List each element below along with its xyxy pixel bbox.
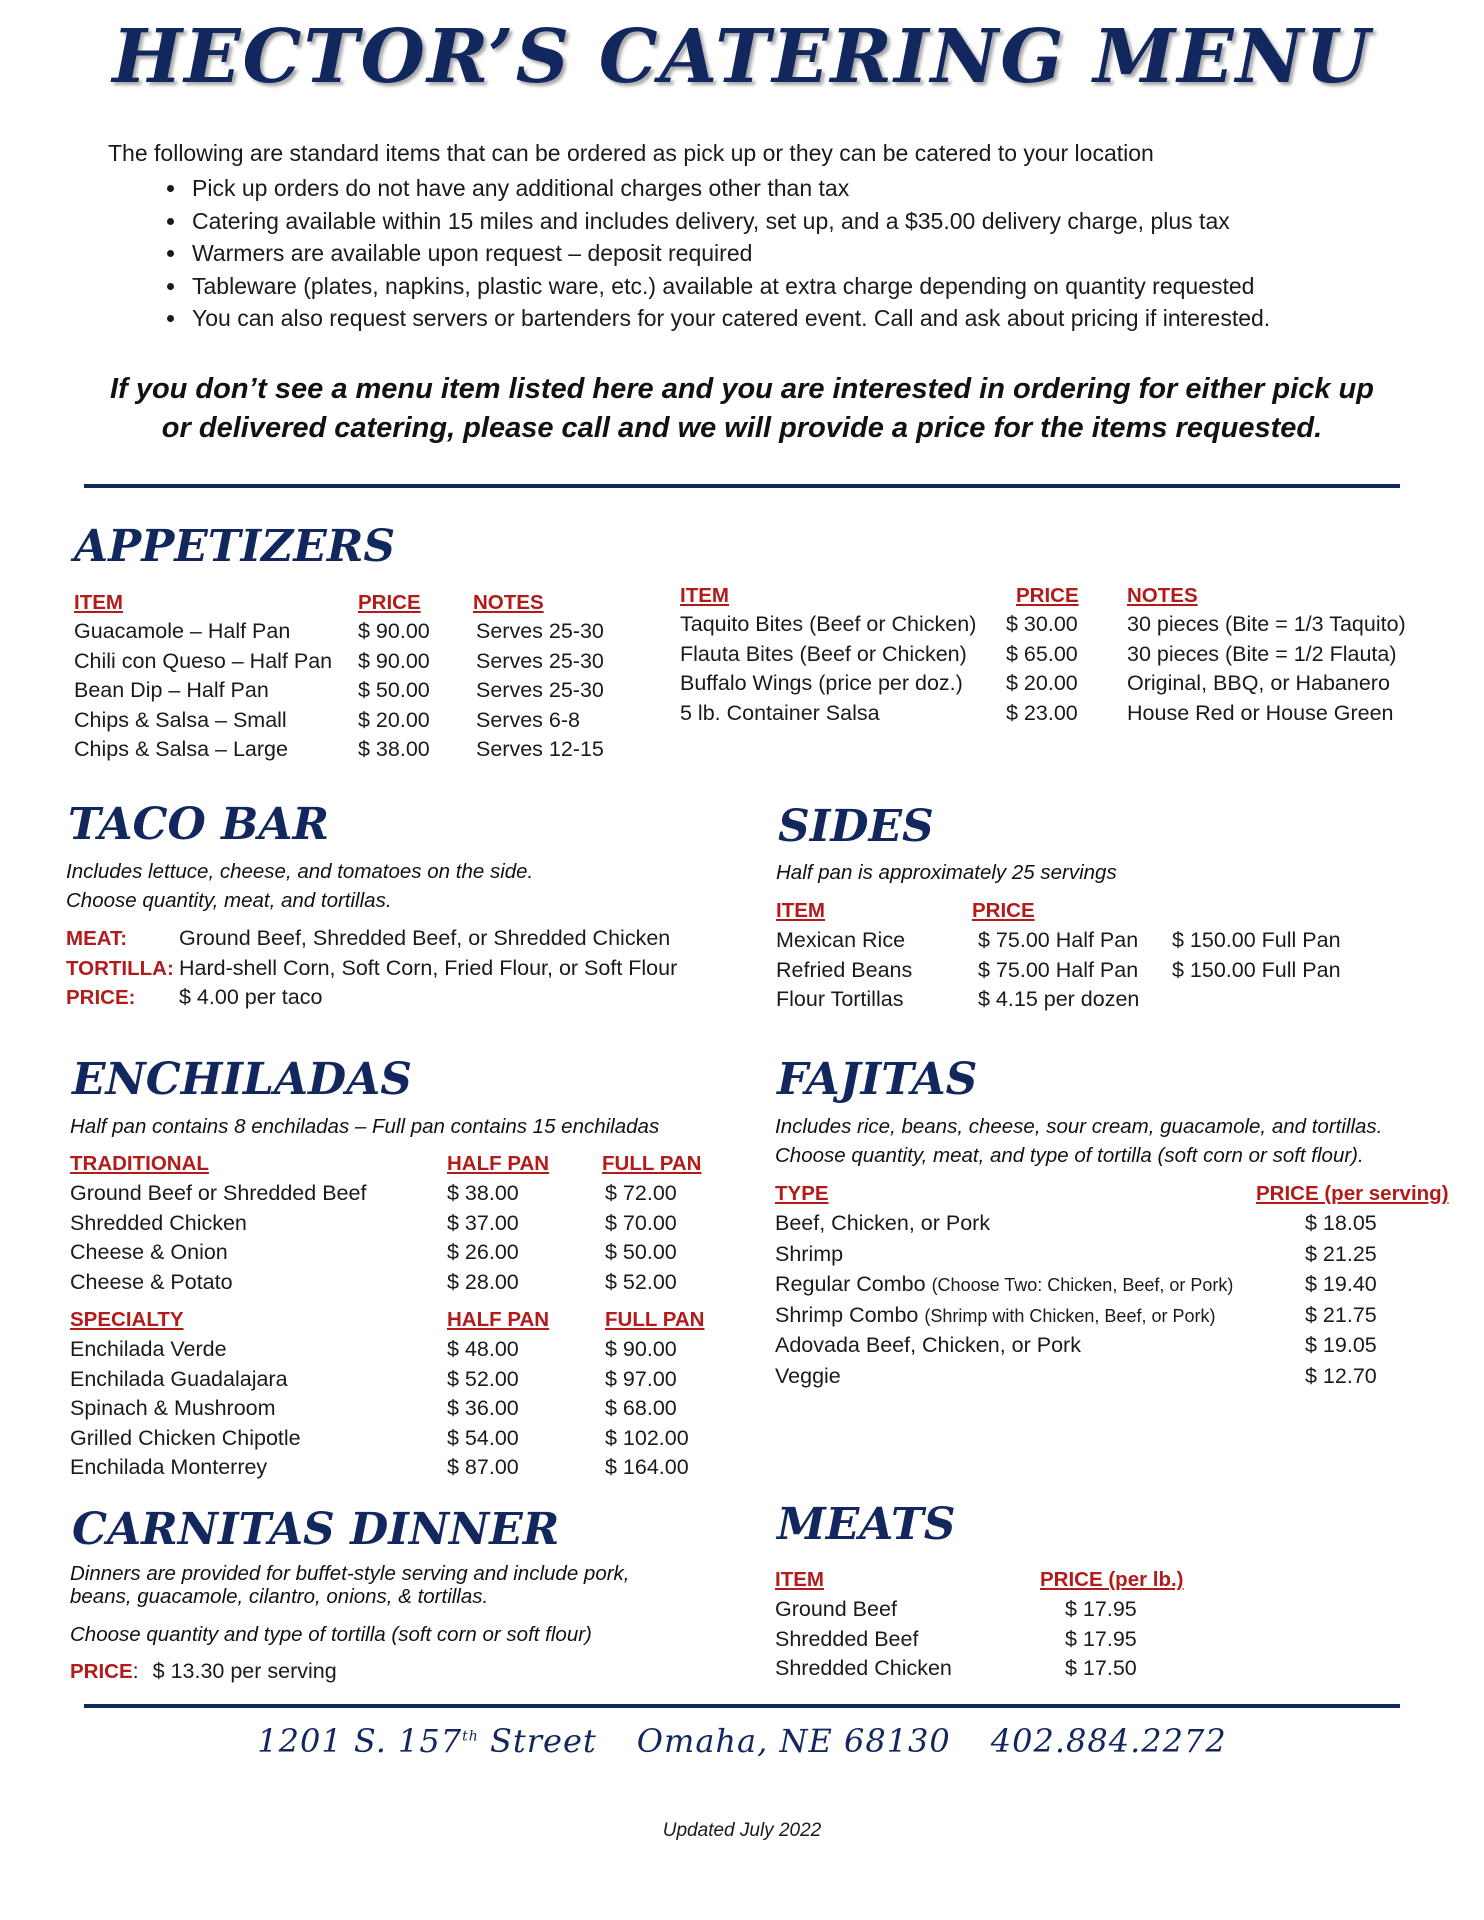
- table-row: Grilled Chicken Chipotle $ 54.00 $ 102.00: [70, 1425, 689, 1450]
- sides-sub: Half pan is approximately 25 servings: [776, 861, 1117, 884]
- table-row: Chips & Salsa – Small $ 20.00 Serves 6-8: [74, 707, 580, 732]
- table-row: Ground Beef or Shredded Beef $ 38.00 $ 72.00: [70, 1181, 677, 1205]
- taco-bar-sub1: Includes lettuce, cheese, and tomatoes on the side.: [66, 860, 534, 883]
- enchiladas-col-full: FULL PAN: [602, 1152, 702, 1175]
- table-row: Shredded Chicken $ 17.50: [775, 1656, 1137, 1680]
- table-row: Shrimp Combo (Shrimp with Chicken, Beef, or Pork) $ 21.75: [775, 1302, 1377, 1327]
- city-state-zip: Omaha, NE 68130: [636, 1722, 951, 1760]
- call-notice: If you don’t see a menu item listed here and you are interested in ordering for either pick up or delivered catering, please call and we will provide a price for the items requested.: [110, 373, 1374, 444]
- table-row: Enchilada Monterrey $ 87.00 $ 164.00: [70, 1455, 689, 1479]
- appetizers-col-notes: NOTES: [473, 591, 544, 614]
- enchiladas-heading: ENCHILADAS: [72, 1054, 413, 1105]
- tortilla-value: Hard-shell Corn, Soft Corn, Fried Flour, or Soft Flour: [179, 955, 678, 980]
- appetizers-col-item: ITEM: [74, 591, 123, 614]
- enchiladas-traditional-table: [70, 1179, 677, 1297]
- appetizers-col-price-right: PRICE: [1016, 584, 1079, 607]
- policy-item: • Tableware (plates, napkins, plastic ware, etc.) available at extra charge depending on quantity requested: [188, 270, 1270, 303]
- table-row: Shredded Beef $ 17.95: [775, 1626, 1137, 1651]
- enchiladas-col-full-2: FULL PAN: [605, 1308, 705, 1331]
- enchiladas-specialty-table: [70, 1335, 689, 1483]
- tortilla-label: TORTILLA:: [66, 956, 174, 980]
- taco-bar-details: [66, 924, 677, 1013]
- carnitas-sub3: Choose quantity and type of tortilla (soft corn or soft flour): [70, 1623, 592, 1646]
- appetizers-right-table: [680, 610, 1406, 728]
- divider-bottom: [84, 1704, 1400, 1708]
- appetizers-col-item-right: ITEM: [680, 584, 729, 607]
- appetizers-left-table: [74, 617, 604, 765]
- table-row: Chili con Queso – Half Pan $ 90.00 Serves 25-30: [74, 648, 604, 673]
- appetizers-col-price: PRICE: [358, 591, 421, 614]
- table-row: Cheese & Potato $ 28.00 $ 52.00: [70, 1269, 677, 1294]
- appetizers-col-notes-right: NOTES: [1127, 584, 1198, 607]
- fajitas-col-price: PRICE (per serving): [1256, 1182, 1449, 1205]
- carnitas-sub1: Dinners are provided for buffet-style serving and include pork,: [70, 1562, 630, 1585]
- fajitas-sub1: Includes rice, beans, cheese, sour cream, guacamole, and tortillas.: [775, 1115, 1383, 1138]
- table-row: Regular Combo (Choose Two: Chicken, Beef, or Pork) $ 19.40: [775, 1272, 1377, 1296]
- policy-list: [140, 172, 1270, 335]
- policy-item: • Catering available within 15 miles and includes delivery, set up, and a $35.00 delivery charge, plus tax: [188, 205, 1270, 238]
- intro-text: The following are standard items that can be ordered as pick up or they can be catered to your location: [108, 140, 1154, 166]
- table-row: Refried Beans $ 75.00 Half Pan $ 150.00 Full Pan: [776, 957, 1341, 982]
- carnitas-sub2: beans, guacamole, cilantro, onions, & tortillas.: [70, 1585, 489, 1608]
- meats-table: [775, 1595, 1137, 1684]
- table-row: Flauta Bites (Beef or Chicken) $ 65.00 30 pieces (Bite = 1/2 Flauta): [680, 641, 1397, 666]
- table-row: Buffalo Wings (price per doz.) $ 20.00 Original, BBQ, or Habanero: [680, 671, 1390, 695]
- table-row: Flour Tortillas $ 4.15 per dozen: [776, 987, 1140, 1011]
- policy-item: • You can also request servers or bartenders for your catered event. Call and ask about pricing if interested.: [188, 302, 1270, 335]
- table-row: Enchilada Verde $ 48.00 $ 90.00: [70, 1337, 677, 1361]
- appetizers-heading: APPETIZERS: [74, 521, 396, 572]
- table-row: Adovada Beef, Chicken, or Pork $ 19.05: [775, 1333, 1377, 1357]
- fajitas-heading: FAJITAS: [777, 1054, 978, 1105]
- sides-col-item: ITEM: [776, 899, 825, 922]
- policy-item: • Pick up orders do not have any additional charges other than tax: [188, 172, 1270, 205]
- table-row: Shrimp $ 21.25: [775, 1241, 1377, 1266]
- table-row: 5 lb. Container Salsa $ 23.00 House Red or House Green: [680, 700, 1394, 725]
- meats-col-item: ITEM: [775, 1568, 824, 1591]
- table-row: Ground Beef $ 17.95: [775, 1597, 1137, 1621]
- meats-col-price: PRICE (per lb.): [1040, 1568, 1184, 1591]
- carnitas-price-label: PRICE: [70, 1660, 133, 1683]
- carnitas-price-row: PRICE: $ 13.30 per serving: [70, 1659, 337, 1683]
- table-row: Taquito Bites (Beef or Chicken) $ 30.00 30 pieces (Bite = 1/3 Taquito): [680, 612, 1406, 636]
- enchiladas-col-specialty: SPECIALTY: [70, 1308, 184, 1331]
- carnitas-price-value: $ 13.30 per serving: [152, 1659, 337, 1683]
- policy-item: • Warmers are available upon request – deposit required: [188, 237, 1270, 270]
- enchiladas-col-half: HALF PAN: [447, 1152, 550, 1175]
- table-row: Shredded Chicken $ 37.00 $ 70.00: [70, 1210, 677, 1235]
- enchiladas-col-traditional: TRADITIONAL: [70, 1152, 209, 1175]
- table-row: Guacamole – Half Pan $ 90.00 Serves 25-30: [74, 619, 604, 643]
- meats-heading: MEATS: [777, 1499, 956, 1550]
- phone-number: 402.884.2272: [990, 1722, 1227, 1760]
- table-row: Spinach & Mushroom $ 36.00 $ 68.00: [70, 1396, 677, 1420]
- meat-label: MEAT:: [66, 927, 128, 950]
- table-row: Veggie $ 12.70: [775, 1363, 1377, 1388]
- fajitas-col-type: TYPE: [775, 1182, 829, 1205]
- taco-bar-sub2: Choose quantity, meat, and tortillas.: [66, 889, 392, 912]
- sides-col-price: PRICE: [972, 899, 1035, 922]
- address-footer: [0, 1722, 1484, 1760]
- enchiladas-col-half-2: HALF PAN: [447, 1308, 550, 1331]
- updated-note: Updated July 2022: [662, 1820, 822, 1841]
- divider-top: [84, 484, 1400, 488]
- sides-heading: SIDES: [778, 801, 934, 852]
- street-address: 1201 S. 157th Street: [257, 1722, 597, 1760]
- fajitas-table: [775, 1209, 1455, 1392]
- enchiladas-sub: Half pan contains 8 enchiladas – Full pan contains 15 enchiladas: [70, 1115, 660, 1138]
- page-title: HECTOR’S CATERING MENU: [112, 14, 1372, 100]
- price-label: PRICE:: [66, 986, 136, 1009]
- table-row: Bean Dip – Half Pan $ 50.00 Serves 25-30: [74, 678, 604, 702]
- carnitas-heading: CARNITAS DINNER: [72, 1504, 560, 1555]
- table-row: Cheese & Onion $ 26.00 $ 50.00: [70, 1240, 677, 1264]
- fajitas-sub2: Choose quantity, meat, and type of tortilla (soft corn or soft flour).: [775, 1144, 1364, 1167]
- meat-value: Ground Beef, Shredded Beef, or Shredded Chicken: [179, 926, 671, 950]
- table-row: Enchilada Guadalajara $ 52.00 $ 97.00: [70, 1366, 677, 1391]
- taco-bar-heading: TACO BAR: [68, 799, 330, 850]
- table-row: Chips & Salsa – Large $ 38.00 Serves 12-15: [74, 737, 604, 761]
- sides-table: [776, 926, 1341, 1015]
- price-value: $ 4.00 per taco: [179, 985, 323, 1009]
- table-row: Beef, Chicken, or Pork $ 18.05: [775, 1211, 1377, 1235]
- table-row: Mexican Rice $ 75.00 Half Pan $ 150.00 Full Pan: [776, 928, 1341, 952]
